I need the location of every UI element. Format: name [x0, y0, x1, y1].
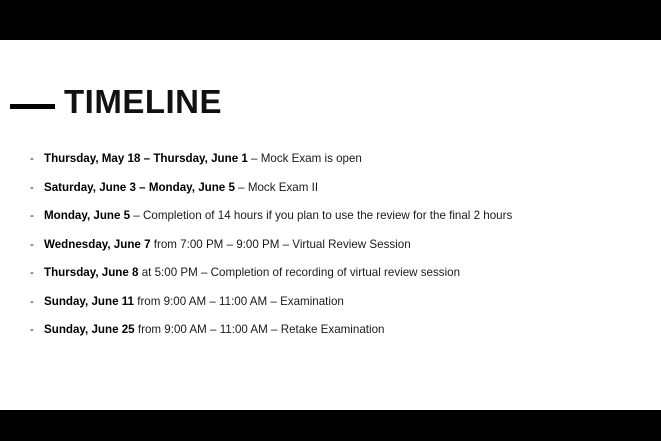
item-description: from 9:00 AM – 11:00 AM – Retake Examination — [134, 323, 385, 336]
list-item-text — [44, 181, 641, 195]
item-description: from 9:00 AM – 11:00 AM – Examination — [134, 294, 344, 308]
bullet-dash: - — [30, 323, 34, 336]
list-item — [30, 323, 641, 337]
list-item — [30, 266, 641, 280]
item-date: Monday, June 5 — [44, 209, 131, 222]
item-description: – Completion of 14 hours if you plan to use the review for the final 2 hours — [130, 209, 513, 222]
list-item-text — [44, 323, 641, 337]
list-item — [30, 209, 641, 223]
item-description: at 5:00 PM – Completion of recording of virtual review session — [138, 266, 461, 279]
list-item — [30, 295, 641, 309]
bullet-dash: - — [30, 266, 34, 279]
item-date: Saturday, June 3 – Monday, June 5 — [44, 180, 235, 194]
item-date: Thursday, June 8 — [44, 266, 139, 279]
list-item — [30, 238, 641, 252]
list-item-text — [44, 152, 641, 166]
bullet-dash: - — [30, 294, 34, 308]
item-description: – Mock Exam is open — [247, 152, 362, 165]
list-item — [30, 152, 641, 166]
item-description: from 7:00 PM – 9:00 PM – Virtual Review Session — [150, 237, 411, 251]
bullet-dash: - — [30, 237, 34, 251]
list-item-text — [44, 295, 641, 309]
list-item-text — [44, 266, 641, 280]
item-date: Wednesday, June 7 — [44, 237, 151, 251]
slide-title-row — [0, 82, 661, 126]
item-date: Sunday, June 11 — [44, 294, 134, 308]
bullet-dash: - — [30, 152, 34, 165]
item-description: – Mock Exam II — [234, 180, 319, 194]
list-item — [30, 181, 641, 195]
bullet-dash: - — [30, 180, 34, 194]
list-item-text — [44, 238, 641, 252]
title-accent-rule — [10, 104, 55, 109]
page-title: TIMELINE — [64, 83, 222, 120]
bullet-dash: - — [30, 209, 34, 222]
timeline-list — [30, 152, 641, 352]
slide-canvas — [0, 40, 661, 410]
item-date: Sunday, June 25 — [44, 323, 135, 336]
list-item-text — [44, 209, 641, 223]
item-date: Thursday, May 18 – Thursday, June 1 — [44, 152, 248, 165]
